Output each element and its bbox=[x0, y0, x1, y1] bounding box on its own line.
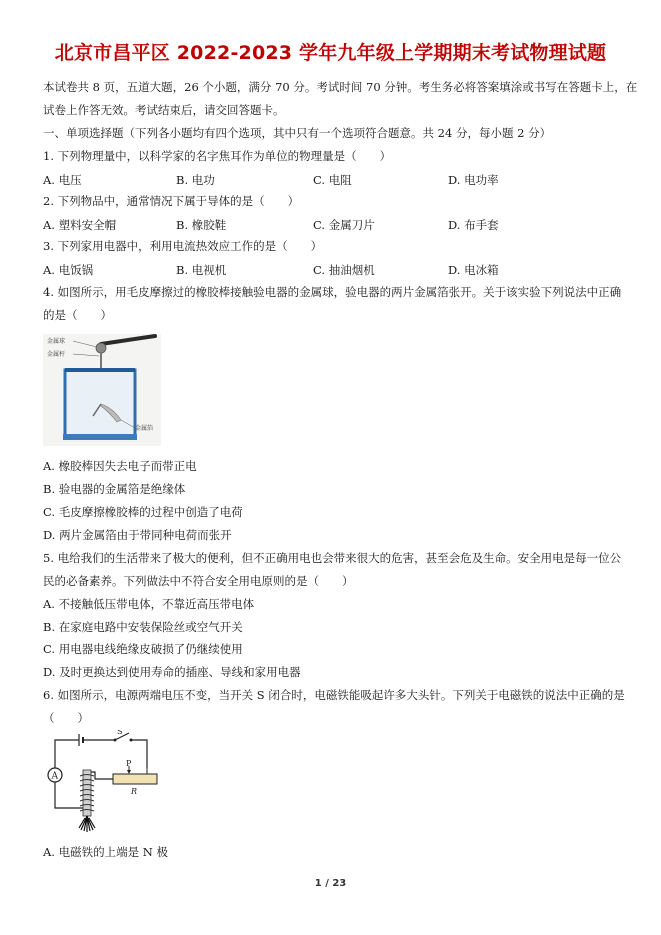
option-d: D. 布手套 bbox=[448, 218, 499, 232]
label-switch: S bbox=[117, 730, 123, 736]
option-a: A. 电压 bbox=[43, 173, 82, 187]
label-slider: P bbox=[126, 759, 132, 768]
question-6-stem-line-1: 6. 如图所示，电源两端电压不变，当开关 S 闭合时，电磁铁能吸起许多大头针。下列关于电磁铁的说法中正确的是 bbox=[43, 688, 625, 702]
option-c: C. 抽油烟机 bbox=[313, 263, 375, 277]
label-foil: 金属箔 bbox=[135, 425, 154, 432]
question-2-stem: 2. 下列物品中，通常情况下属于导体的是（ ） bbox=[43, 194, 300, 208]
option-b: B. 橡胶鞋 bbox=[176, 218, 227, 232]
question-4-option-b: B. 验电器的金属箔是绝缘体 bbox=[43, 482, 186, 496]
intro-line-1: 本试卷共 8 页，五道大题，26 个小题，满分 70 分。考试时间 70 分钟。考生务必将答案填涂或书写在答题卡上，在 bbox=[43, 80, 638, 94]
question-5-option-d: D. 及时更换达到使用寿命的插座、导线和家用电器 bbox=[43, 665, 301, 679]
question-5-option-c: C. 用电器电线绝缘皮破损了仍继续使用 bbox=[43, 642, 243, 656]
question-1-stem: 1. 下列物理量中，以科学家的名字焦耳作为单位的物理量是（ ） bbox=[43, 149, 392, 163]
question-6-option-a: A. 电磁铁的上端是 N 极 bbox=[43, 845, 168, 859]
page-number: 1 / 23 bbox=[314, 878, 347, 889]
label-rod: 金属杆 bbox=[47, 351, 66, 358]
question-4-option-c: C. 毛皮摩擦橡胶棒的过程中创造了电荷 bbox=[43, 505, 243, 519]
label-ball: 金属球 bbox=[47, 338, 66, 345]
question-5-stem-line-2: 民的必备素养。下列做法中不符合安全用电原则的是（ ） bbox=[43, 574, 354, 588]
electroscope-figure bbox=[43, 334, 161, 446]
question-4-option-a: A. 橡胶棒因失去电子而带正电 bbox=[43, 459, 197, 473]
section-heading: 一、单项选择题（下列各小题均有四个选项，其中只有一个选项符合题意。共 24 分，每小题 2 分） bbox=[43, 126, 552, 140]
question-1-options bbox=[43, 172, 643, 186]
option-d: D. 电冰箱 bbox=[448, 263, 499, 277]
option-d: D. 电功率 bbox=[448, 173, 499, 187]
question-2-options bbox=[43, 217, 643, 231]
intro-line-2: 试卷上作答无效。考试结束后，请交回答题卡。 bbox=[43, 103, 285, 117]
option-a: A. 电饭锅 bbox=[43, 263, 94, 277]
question-4-stem-line-2: 的是（ ） bbox=[43, 308, 112, 322]
question-5-option-a: A. 不接触低压带电体，不靠近高压带电体 bbox=[43, 597, 255, 611]
question-4-option-d: D. 两片金属箔由于带同种电荷而张开 bbox=[43, 528, 232, 542]
question-5-option-b: B. 在家庭电路中安装保险丝或空气开关 bbox=[43, 620, 243, 634]
label-rheostat: R bbox=[131, 787, 138, 796]
option-c: C. 电阻 bbox=[313, 173, 352, 187]
option-a: A. 塑料安全帽 bbox=[43, 218, 117, 232]
label-ammeter: A bbox=[51, 771, 58, 782]
option-b: B. 电功 bbox=[176, 173, 215, 187]
question-5-stem-line-1: 5. 电给我们的生活带来了极大的便利，但不正确用电也会带来很大的危害，甚至会危及生命。安全用电是每一位公 bbox=[43, 551, 622, 565]
page-title: 北京市昌平区 2022-2023 学年九年级上学期期末考试物理试题 bbox=[54, 42, 607, 64]
option-c: C. 金属刀片 bbox=[313, 218, 375, 232]
option-b: B. 电视机 bbox=[176, 263, 227, 277]
question-3-stem: 3. 下列家用电器中，利用电流热效应工作的是（ ） bbox=[43, 239, 323, 253]
question-6-stem-line-2: （ ） bbox=[43, 711, 89, 725]
question-4-stem-line-1: 4. 如图所示，用毛皮摩擦过的橡胶棒接触验电器的金属球，验电器的两片金属箔张开。关于该实验下列说法中正确 bbox=[43, 285, 622, 299]
electromagnet-circuit-figure bbox=[43, 730, 173, 835]
question-3-options bbox=[43, 262, 643, 276]
